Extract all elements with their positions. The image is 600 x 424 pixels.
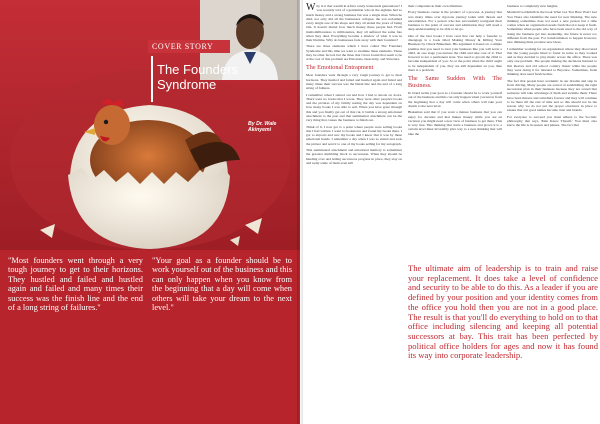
column-paragraph: Every business owner is the product of a process. A journey that was many times over rigorous journey laden with threats and uncertainties. For a person who has successfully navigated their business to the point of success and admiration they will need a deep understanding to be able to let go.	[408, 10, 502, 32]
column-paragraph: In brand terms your goal as a founder should be to work yourself out of the business and this can only happen when you know from the beginning that a day will come when others will take your dream to the next level.	[408, 91, 502, 108]
column-paragraph: There are three elements which I have called The Founders Syndrome and this time we want to examine these elements. These may be other factors but the three that I have found that seem to be at the root of this problem are Emotions, Insecurity, and Structure.	[306, 44, 402, 62]
section-label: COVER STORY	[152, 42, 214, 51]
title-rule	[151, 56, 153, 102]
page-gutter	[297, 0, 303, 424]
title-line-1: The Founders	[157, 62, 238, 77]
right-page	[300, 0, 600, 424]
column-paragraph: One of the best books I have read that can help a founder to disengage is a book titled Making Money & Killing Your Business by Chuck Blakeman. His argument is based on a simple premise that you need to treat your business like you will sever a child. At one stage you nurture the child and take care of it. That however is not a permanent state. You need to groom the child to become independent of you. So at the point when the child ought to be independent of you, they are still dependent on you, then there is a problem.	[408, 33, 502, 72]
text-column-1	[306, 4, 402, 167]
pull-quote-left-a: "Most founders went through a very tough journey to get to their horizons. They hustled and failed and hustled again and failed and many times their success was the finish line and the end of a long string of failures."	[8, 256, 143, 313]
paragraph-text: hy is it that wealth in Africa rarely transcends generations? I was recently told of a gentleman who in the eighties had so much money and a strong business but was a single man. When he died, not only did all the businesses collapse, the son reclaimed every single one of his shops and they all ended the years of being idle. It doesn't matter how much money these people had. From multi-millionaires to millionaires, they all suffered the same fate when they died. Everything became a shadow of what it was in their lifetime. Why do businesses fade away with their founders?	[306, 4, 402, 42]
section-heading: The Same Sudden With The Business.	[408, 75, 502, 90]
hero-illustration	[0, 0, 300, 250]
column-paragraph: This sentimental attachment and emotional memory is sometimes the greatest stumbling block to succession. When they should be handing over and letting successors progress in place, they stay on and sadly some of them even kill	[306, 148, 402, 165]
column-paragraph: For everyone to succeed you must adhere to the Socratic philosophy that says, 'Man Know Thyself.' You must also know the life is in season and phases. The fact that	[507, 114, 597, 128]
title-line-2: Syndrome	[157, 77, 217, 92]
section-heading: The Emotional Entrapment	[306, 64, 374, 72]
column-paragraph: business to completely new heights.	[507, 4, 559, 8]
drop-cap: W	[306, 2, 316, 13]
column-paragraph: Most founders went through a very tough journey to get to their horizons. They hustled and failed and hustled again and failed and many times their success was the finish line and the end of a long string of failures.	[306, 73, 402, 91]
column-paragraph: The fact that people have academic in our dreams and step in from driving. Many people are scared of establishing the right succession plan in their business because they are scared that someone will take advantage of them and swindle them. There have been thieves and swindlers forever and they will continue to be there till the end of time and so this should not be the reason why we do not put the proper structures in place to ensure that our good names become trust and brands.	[507, 78, 597, 113]
column-paragraph: Think of it. I now get to a point where people were selling books that I had written. I went to bookstores and found my books there. I got to airports and saw my books and I knew that it was by these emotional hands. I remember a day when I was so elated and took the picture and sent it to one of my books selling for my autograph.	[306, 124, 402, 146]
article-byline: By Dr. Wale Akinyemi	[248, 121, 277, 133]
article-title	[157, 62, 297, 92]
column-paragraph: Blakeman said that if you want a mature business that you can enjoy for decades and that makes money while you are on vacation you might need a new view of business to get there. This is very true. This thinking that starts a business and grows it to a certain level must invariably give way to a new thinking that will take the	[408, 110, 502, 136]
pull-quote-left-b: "Your goal as a founder should be to work yourself out of the business and this can only happen when you know from the beginning that a day will come when others will take your dream to the next level."	[152, 256, 292, 313]
pull-quote-right: The ultimate aim of leadership is to train and raise your replacement. It does take a level of confidence and security to be able to do this. As a leader if you are defined by your position and your identity comes from the office you hold then you are not in a good place. The result is that you'll do everything to hold on to that office including silencing and keeping all potential successors at bay. This trait has been perfected by political office holders for ages and now it has found its way into corporate leadership.	[408, 263, 598, 361]
column-paragraph	[306, 4, 402, 42]
column-paragraph: their companies in their own lifetimes.	[408, 4, 463, 8]
column-paragraph: I remember when I started out and how I had to knock on doors. There were no books that I wrote. They were other people's books and the pictures of my family resting the day was dependent on how many books I was able to sell. When you have gone through this and you finally get out of that rut, it builds a strong emotional attachment to the past and that sentimental attachment can be the very thing that causes the business to finish out.	[306, 92, 402, 123]
column-paragraph: I remember working for an organisation where they discovered that the young people hired to foster in some as they worked and as they decided to play music across the office. There was only one problem. The people making the decisions listened to Jim Reeves and old school country music while the people they were doing it for listened to Beyonce. Sometimes, fresh thinking does need fresh bodies.	[507, 46, 597, 77]
text-column-3	[507, 4, 597, 130]
text-column-2	[408, 4, 502, 138]
column-paragraph: Marshall Goldsmith in the book What Got You Here Won't Get You There also identifies the need for new thinking. The new thinking sometimes does not need a new person but a time comes when an organisation needs fresh blood to keep it fresh. Sometimes when people who have been used to the old way of doing the business get into leadership, the future is never too different from the past. For transformation to happen however, new thinking must produce new ideas.	[507, 10, 597, 45]
